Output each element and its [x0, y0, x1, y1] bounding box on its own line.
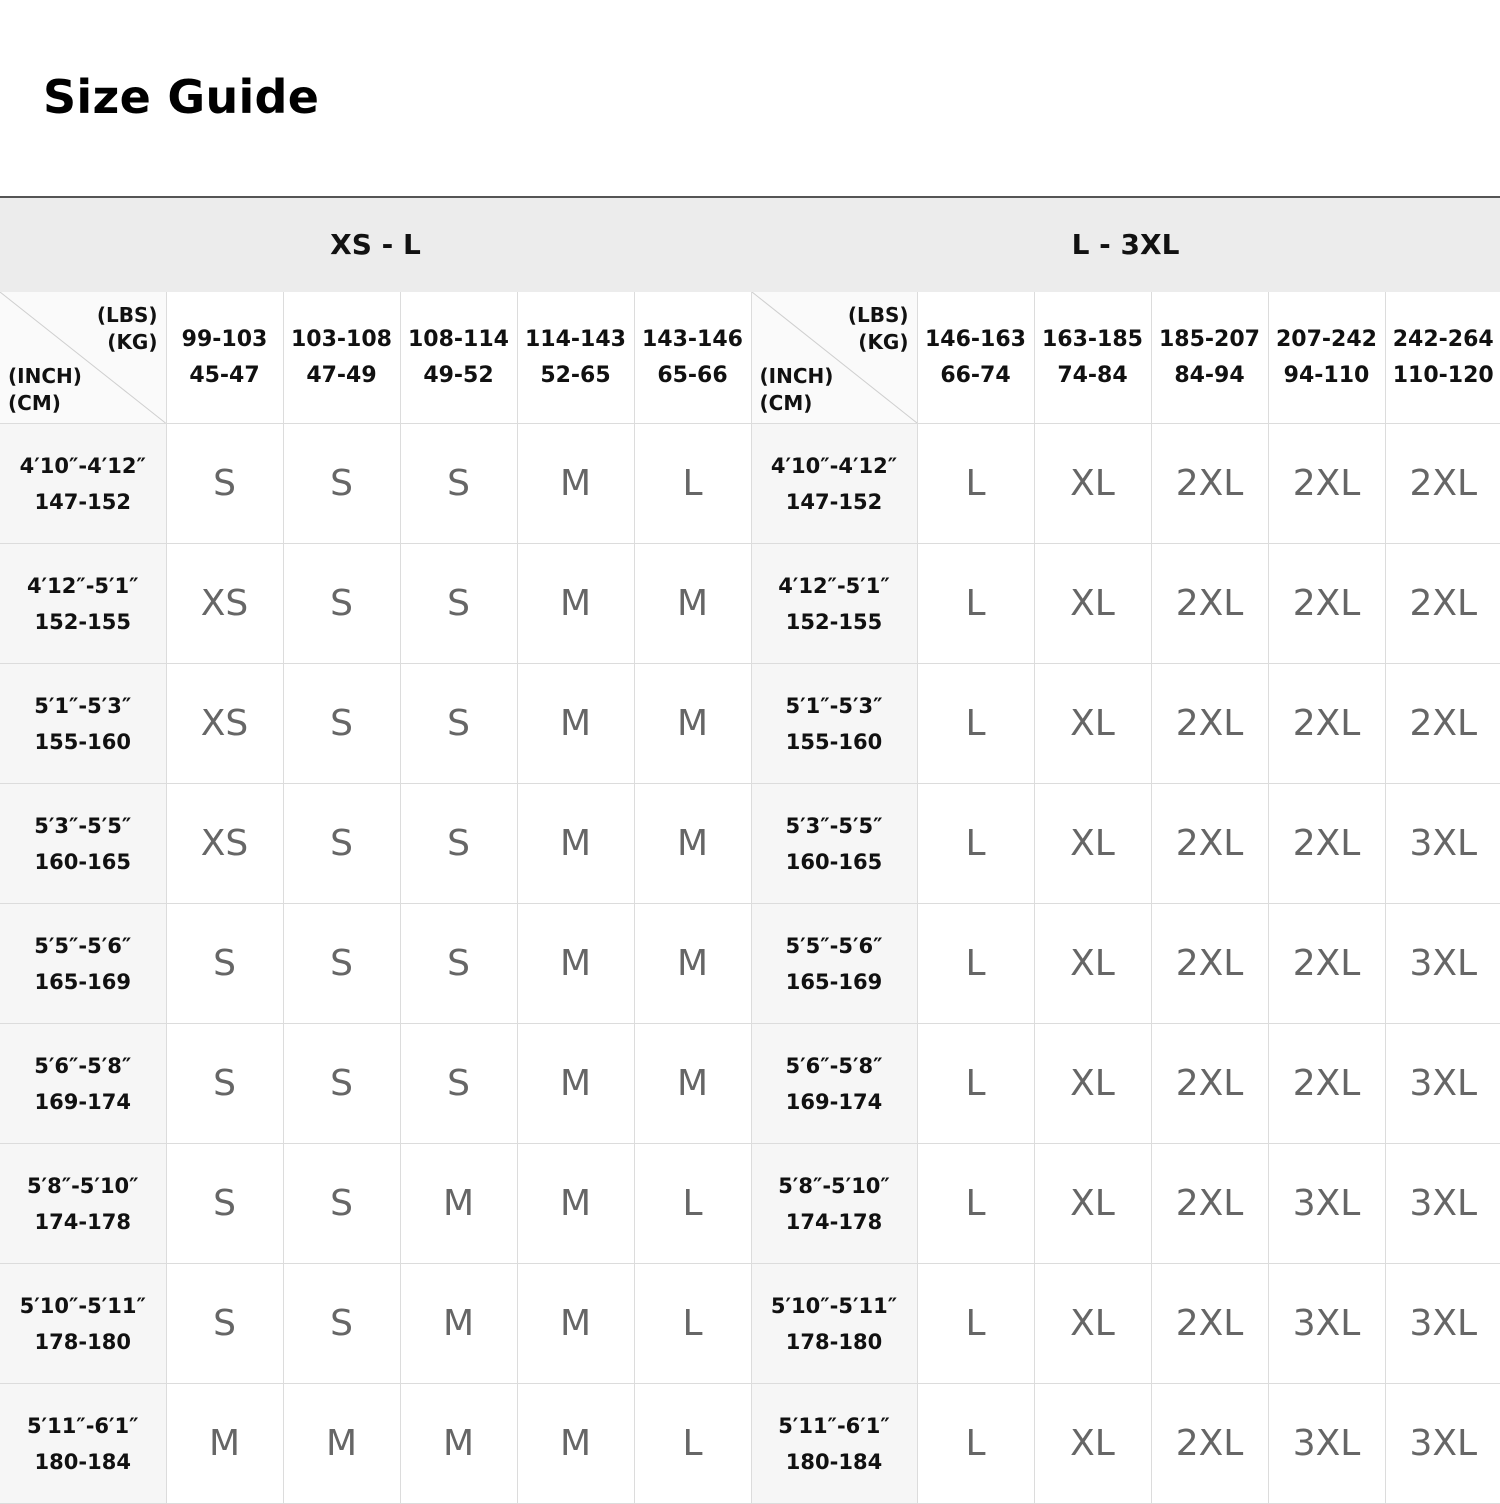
weight-lbs: 103-108 [284, 322, 400, 358]
height-cm: 178-180 [752, 1324, 917, 1360]
size-cell: M [517, 904, 634, 1024]
height-inch: 4′12″-5′1″ [752, 568, 917, 604]
height-inch: 5′3″-5′5″ [752, 808, 917, 844]
height-inch: 5′5″-5′6″ [0, 928, 166, 964]
weight-unit-kg: (KG) [97, 329, 158, 356]
size-cell: 3XL [1385, 904, 1500, 1024]
height-inch: 5′6″-5′8″ [0, 1048, 166, 1084]
height-range-cell [0, 1264, 166, 1384]
size-cell: 3XL [1385, 1384, 1500, 1504]
height-inch: 5′10″-5′11″ [752, 1288, 917, 1324]
size-cell: S [283, 1024, 400, 1144]
height-units [8, 363, 82, 417]
weight-range-header [1034, 292, 1151, 424]
size-cell: M [400, 1264, 517, 1384]
size-cell: 3XL [1385, 1264, 1500, 1384]
weight-range-header [400, 292, 517, 424]
corner-axis-cell [751, 292, 917, 424]
size-table [0, 292, 1500, 1504]
size-cell: 2XL [1151, 1264, 1268, 1384]
size-cell: L [917, 904, 1034, 1024]
size-cell: L [634, 1264, 751, 1384]
weight-range-header [517, 292, 634, 424]
size-cell: M [517, 1264, 634, 1384]
height-range-cell [751, 784, 917, 904]
size-cell: L [917, 1024, 1034, 1144]
size-cell: M [517, 1384, 634, 1504]
weight-kg: 110-120 [1386, 358, 1500, 394]
size-cell: S [283, 1264, 400, 1384]
height-cm: 152-155 [752, 604, 917, 640]
size-cell: L [634, 1384, 751, 1504]
weight-lbs: 185-207 [1152, 322, 1268, 358]
weight-lbs: 143-146 [635, 322, 751, 358]
weight-range-header [1385, 292, 1500, 424]
height-inch: 4′10″-4′12″ [752, 448, 917, 484]
weight-kg: 49-52 [401, 358, 517, 394]
size-cell: M [517, 664, 634, 784]
height-range-cell [751, 544, 917, 664]
height-unit-cm: (CM) [8, 390, 82, 417]
weight-range-header [283, 292, 400, 424]
height-unit-cm: (CM) [760, 390, 834, 417]
height-range-cell [751, 424, 917, 544]
weight-lbs: 114-143 [518, 322, 634, 358]
height-cm: 160-165 [752, 844, 917, 880]
size-cell: M [400, 1144, 517, 1264]
weight-unit-lbs: (LBS) [848, 302, 909, 329]
height-cm: 180-184 [752, 1444, 917, 1480]
group-header-l-3xl [751, 198, 1500, 292]
size-cell: M [517, 1144, 634, 1264]
group-label: XS - L [0, 198, 751, 292]
height-unit-inch: (INCH) [8, 363, 82, 390]
size-cell: XS [166, 784, 283, 904]
weight-lbs: 207-242 [1269, 322, 1385, 358]
height-range-cell [0, 784, 166, 904]
size-cell: S [400, 904, 517, 1024]
size-cell: L [917, 664, 1034, 784]
size-cell: M [634, 904, 751, 1024]
size-cell: M [517, 784, 634, 904]
size-cell: 2XL [1151, 904, 1268, 1024]
height-cm: 147-152 [752, 484, 917, 520]
size-cell: S [166, 1264, 283, 1384]
size-cell: L [917, 1384, 1034, 1504]
size-cell: M [634, 1024, 751, 1144]
height-inch: 5′5″-5′6″ [752, 928, 917, 964]
size-cell: L [917, 424, 1034, 544]
weight-lbs: 242-264 [1386, 322, 1500, 358]
table-row [0, 1024, 1500, 1144]
size-cell: 3XL [1385, 1144, 1500, 1264]
height-range-cell [0, 544, 166, 664]
size-cell: S [400, 1024, 517, 1144]
height-range-cell [751, 1144, 917, 1264]
size-cell: XL [1034, 424, 1151, 544]
size-cell: S [400, 544, 517, 664]
page-title: Size Guide [43, 70, 319, 124]
size-cell: L [634, 1144, 751, 1264]
size-cell: 2XL [1151, 664, 1268, 784]
weight-kg: 74-84 [1035, 358, 1151, 394]
size-cell: XL [1034, 904, 1151, 1024]
size-cell: XS [166, 664, 283, 784]
height-cm: 180-184 [0, 1444, 166, 1480]
size-cell: S [283, 904, 400, 1024]
size-cell: M [634, 544, 751, 664]
weight-kg: 94-110 [1269, 358, 1385, 394]
size-cell: 2XL [1268, 664, 1385, 784]
weight-lbs: 108-114 [401, 322, 517, 358]
height-range-cell [0, 904, 166, 1024]
size-cell: S [166, 424, 283, 544]
height-cm: 165-169 [752, 964, 917, 1000]
table-row [0, 664, 1500, 784]
height-inch: 5′1″-5′3″ [0, 688, 166, 724]
height-cm: 169-174 [752, 1084, 917, 1120]
size-cell: L [634, 424, 751, 544]
group-header-xs-l [0, 198, 751, 292]
size-cell: S [283, 424, 400, 544]
size-cell: S [400, 784, 517, 904]
size-cell: XL [1034, 664, 1151, 784]
size-cell: XS [166, 544, 283, 664]
weight-unit-kg: (KG) [848, 329, 909, 356]
weight-units [848, 302, 909, 356]
size-cell: L [917, 1144, 1034, 1264]
weight-kg: 47-49 [284, 358, 400, 394]
size-cell: M [517, 544, 634, 664]
size-cell: 2XL [1151, 1024, 1268, 1144]
size-cell: XL [1034, 1384, 1151, 1504]
size-cell: 2XL [1268, 544, 1385, 664]
weight-kg: 52-65 [518, 358, 634, 394]
size-cell: L [917, 1264, 1034, 1384]
height-inch: 5′6″-5′8″ [752, 1048, 917, 1084]
height-range-cell [0, 664, 166, 784]
height-inch: 5′8″-5′10″ [752, 1168, 917, 1204]
height-cm: 155-160 [752, 724, 917, 760]
height-range-cell [751, 664, 917, 784]
height-cm: 178-180 [0, 1324, 166, 1360]
size-cell: XL [1034, 1024, 1151, 1144]
size-cell: 2XL [1151, 1144, 1268, 1264]
size-cell: M [166, 1384, 283, 1504]
table-row [0, 784, 1500, 904]
height-range-cell [0, 1024, 166, 1144]
table-row [0, 1384, 1500, 1504]
size-cell: 2XL [1385, 544, 1500, 664]
size-cell: S [166, 1144, 283, 1264]
table-row [0, 424, 1500, 544]
size-cell: 3XL [1268, 1264, 1385, 1384]
size-cell: 3XL [1268, 1144, 1385, 1264]
size-cell: S [283, 664, 400, 784]
weight-units [97, 302, 158, 356]
height-range-cell [0, 1384, 166, 1504]
height-cm: 152-155 [0, 604, 166, 640]
height-unit-inch: (INCH) [760, 363, 834, 390]
height-range-cell [0, 1144, 166, 1264]
size-cell: 2XL [1268, 1024, 1385, 1144]
size-cell: XL [1034, 784, 1151, 904]
height-inch: 4′12″-5′1″ [0, 568, 166, 604]
height-range-cell [751, 1264, 917, 1384]
size-cell: 2XL [1268, 904, 1385, 1024]
height-cm: 169-174 [0, 1084, 166, 1120]
size-cell: M [400, 1384, 517, 1504]
size-cell: XL [1034, 1264, 1151, 1384]
weight-kg: 84-94 [1152, 358, 1268, 394]
size-cell: S [166, 904, 283, 1024]
size-cell: 2XL [1268, 784, 1385, 904]
size-cell: 2XL [1151, 424, 1268, 544]
height-cm: 160-165 [0, 844, 166, 880]
size-cell: 2XL [1385, 664, 1500, 784]
size-cell: M [283, 1384, 400, 1504]
size-cell: M [517, 424, 634, 544]
size-cell: XL [1034, 1144, 1151, 1264]
size-cell: 3XL [1385, 784, 1500, 904]
size-cell: S [400, 664, 517, 784]
table-row [0, 904, 1500, 1024]
size-cell: S [166, 1024, 283, 1144]
height-cm: 165-169 [0, 964, 166, 1000]
height-range-cell [0, 424, 166, 544]
size-cell: S [283, 544, 400, 664]
size-cell: XL [1034, 544, 1151, 664]
height-range-cell [751, 904, 917, 1024]
height-range-cell [751, 1384, 917, 1504]
table-row [0, 1264, 1500, 1384]
weight-kg: 66-74 [918, 358, 1034, 394]
size-cell: 2XL [1268, 424, 1385, 544]
size-cell: 2XL [1151, 1384, 1268, 1504]
group-label: L - 3XL [751, 198, 1500, 292]
weight-kg: 65-66 [635, 358, 751, 394]
corner-axis-cell [0, 292, 166, 424]
height-inch: 5′8″-5′10″ [0, 1168, 166, 1204]
height-inch: 4′10″-4′12″ [0, 448, 166, 484]
height-cm: 147-152 [0, 484, 166, 520]
height-cm: 174-178 [752, 1204, 917, 1240]
height-cm: 155-160 [0, 724, 166, 760]
size-cell: S [400, 424, 517, 544]
height-inch: 5′10″-5′11″ [0, 1288, 166, 1324]
weight-lbs: 146-163 [918, 322, 1034, 358]
weight-lbs: 163-185 [1035, 322, 1151, 358]
weight-range-header [1268, 292, 1385, 424]
size-cell: M [517, 1024, 634, 1144]
size-cell: 3XL [1385, 1024, 1500, 1144]
size-cell: M [634, 784, 751, 904]
height-inch: 5′11″-6′1″ [752, 1408, 917, 1444]
weight-lbs: 99-103 [167, 322, 283, 358]
table-row [0, 544, 1500, 664]
size-cell: L [917, 784, 1034, 904]
weight-unit-lbs: (LBS) [97, 302, 158, 329]
height-inch: 5′11″-6′1″ [0, 1408, 166, 1444]
size-cell: L [917, 544, 1034, 664]
weight-range-header [166, 292, 283, 424]
size-cell: 2XL [1151, 784, 1268, 904]
height-inch: 5′1″-5′3″ [752, 688, 917, 724]
height-cm: 174-178 [0, 1204, 166, 1240]
size-cell: S [283, 1144, 400, 1264]
table-row [0, 1144, 1500, 1264]
weight-range-header [1151, 292, 1268, 424]
weight-header-row [0, 292, 1500, 424]
height-units [760, 363, 834, 417]
height-inch: 5′3″-5′5″ [0, 808, 166, 844]
size-cell: 2XL [1151, 544, 1268, 664]
weight-range-header [917, 292, 1034, 424]
height-range-cell [751, 1024, 917, 1144]
weight-kg: 45-47 [167, 358, 283, 394]
size-cell: 3XL [1268, 1384, 1385, 1504]
weight-range-header [634, 292, 751, 424]
size-cell: M [634, 664, 751, 784]
size-cell: S [283, 784, 400, 904]
size-cell: 2XL [1385, 424, 1500, 544]
